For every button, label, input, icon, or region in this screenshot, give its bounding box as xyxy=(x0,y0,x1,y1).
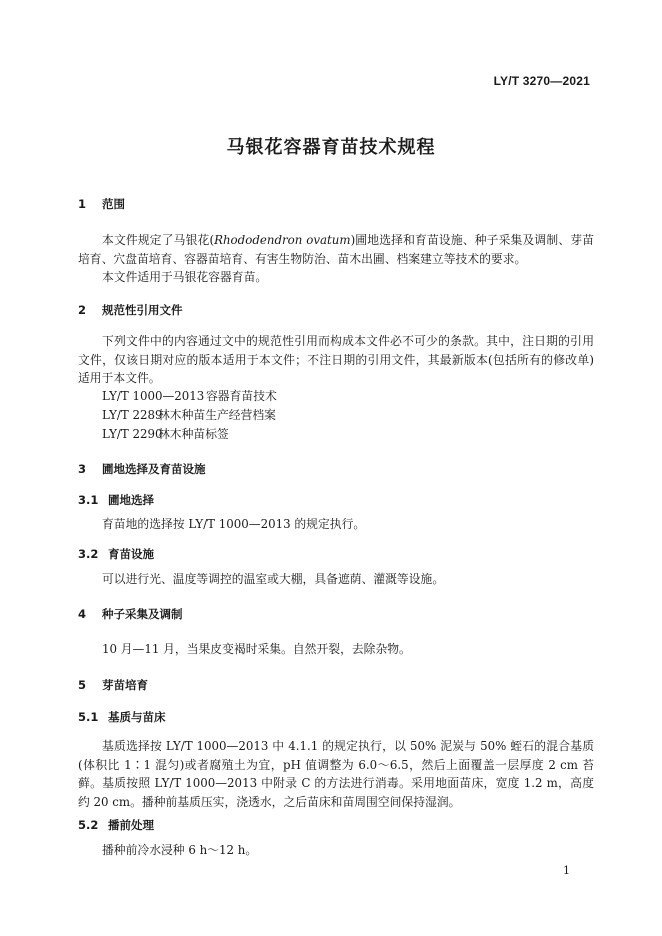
section-title: 种子采集及调制 xyxy=(102,607,183,621)
section-5-2-paragraph: 播种前冷水浸种 6 h～12 h。 xyxy=(102,843,258,857)
text-fragment: 本文件规定了马银花( xyxy=(102,233,215,247)
section-number: 5.1 xyxy=(78,710,99,724)
section-2-paragraph: 下列文件中的内容通过文中的规范性引用而构成本文件必不可少的条款。其中，注日期的引用文件，仅该日期对应的版本适用于本文件；不注日期的引用文件，其最新版本(包括所有的修改单)适用于本文件。 xyxy=(78,334,594,385)
reference-item xyxy=(102,425,229,442)
section-1-paragraph-1 xyxy=(78,231,594,268)
section-title: 基质与苗床 xyxy=(108,710,166,724)
section-2-heading xyxy=(78,302,183,318)
section-title: 芽苗培育 xyxy=(102,678,148,692)
section-1-paragraph-2: 本文件适用于马银花容器育苗。 xyxy=(102,270,268,284)
section-5-heading xyxy=(78,677,148,693)
section-number: 3.2 xyxy=(78,547,99,561)
section-4-paragraph: 10 月—11 月，当果皮变褐时采集。自然开裂，去除杂物。 xyxy=(102,642,411,656)
reference-code: LY/T 2290 xyxy=(102,427,163,441)
document-title: 马银花容器育苗技术规程 xyxy=(226,137,436,158)
reference-code: LY/T 1000—2013 xyxy=(102,389,205,403)
section-5-2-heading xyxy=(78,817,154,833)
section-3-1-heading xyxy=(78,492,154,508)
reference-name: 林木种苗标签 xyxy=(158,427,229,441)
reference-code: LY/T 2289 xyxy=(102,408,163,422)
section-number: 3.1 xyxy=(78,493,99,507)
reference-item xyxy=(102,406,276,423)
section-1-heading xyxy=(78,196,125,212)
section-title: 圃地选择 xyxy=(108,493,154,507)
section-3-1-paragraph: 育苗地的选择按 LY/T 1000—2013 的规定执行。 xyxy=(102,517,366,531)
section-number: 3 xyxy=(78,462,87,476)
section-number: 5 xyxy=(78,678,87,692)
section-number: 5.2 xyxy=(78,818,99,832)
section-title: 规范性引用文件 xyxy=(102,303,183,317)
section-3-2-paragraph: 可以进行光、温度等调控的温室或大棚，具备遮荫、灌溉等设施。 xyxy=(102,572,445,586)
section-number: 4 xyxy=(78,607,87,621)
section-title: 圃地选择及育苗设施 xyxy=(102,462,206,476)
reference-item xyxy=(102,387,277,404)
section-title: 范围 xyxy=(102,197,125,211)
reference-name: 林木种苗生产经营档案 xyxy=(158,408,276,422)
page-number: 1 xyxy=(563,864,570,877)
reference-name: 容器育苗技术 xyxy=(206,389,277,403)
section-5-1-heading xyxy=(78,709,166,725)
section-3-heading xyxy=(78,461,206,477)
section-title: 播前处理 xyxy=(108,818,154,832)
section-4-heading xyxy=(78,606,183,622)
section-number: 2 xyxy=(78,303,87,317)
section-title: 育苗设施 xyxy=(108,547,154,561)
section-number: 1 xyxy=(78,197,87,211)
latin-name: Rhododendron ovatum xyxy=(214,233,351,247)
text-fragment: )圃地选择和育苗设施、种子采集及调制、芽苗培育、穴盘苗培育、容器苗培育、有害生物防治、苗木出圃、档案建立等技术的要求。 xyxy=(78,233,594,266)
section-3-2-heading xyxy=(78,546,154,562)
standard-number: LY/T 3270—2021 xyxy=(493,74,590,88)
section-5-1-paragraph: 基质选择按 LY/T 1000—2013 中 4.1.1 的规定执行，以 50% 泥炭与 50% 蛭石的混合基质(体积比 1∶1 混匀)或者腐殖土为宜，pH 值调整为 6.0～6.5，然后上面覆盖一层厚度 2 cm 苔藓。基质按照 LY/T 1000—2013 中附录 C 的方法进行消毒。采用地面苗床，宽度 1.2 m，高度约 20 cm。播种前基质压实，浇透水，之后苗床和苗周围空间保持湿润。 xyxy=(78,739,594,809)
